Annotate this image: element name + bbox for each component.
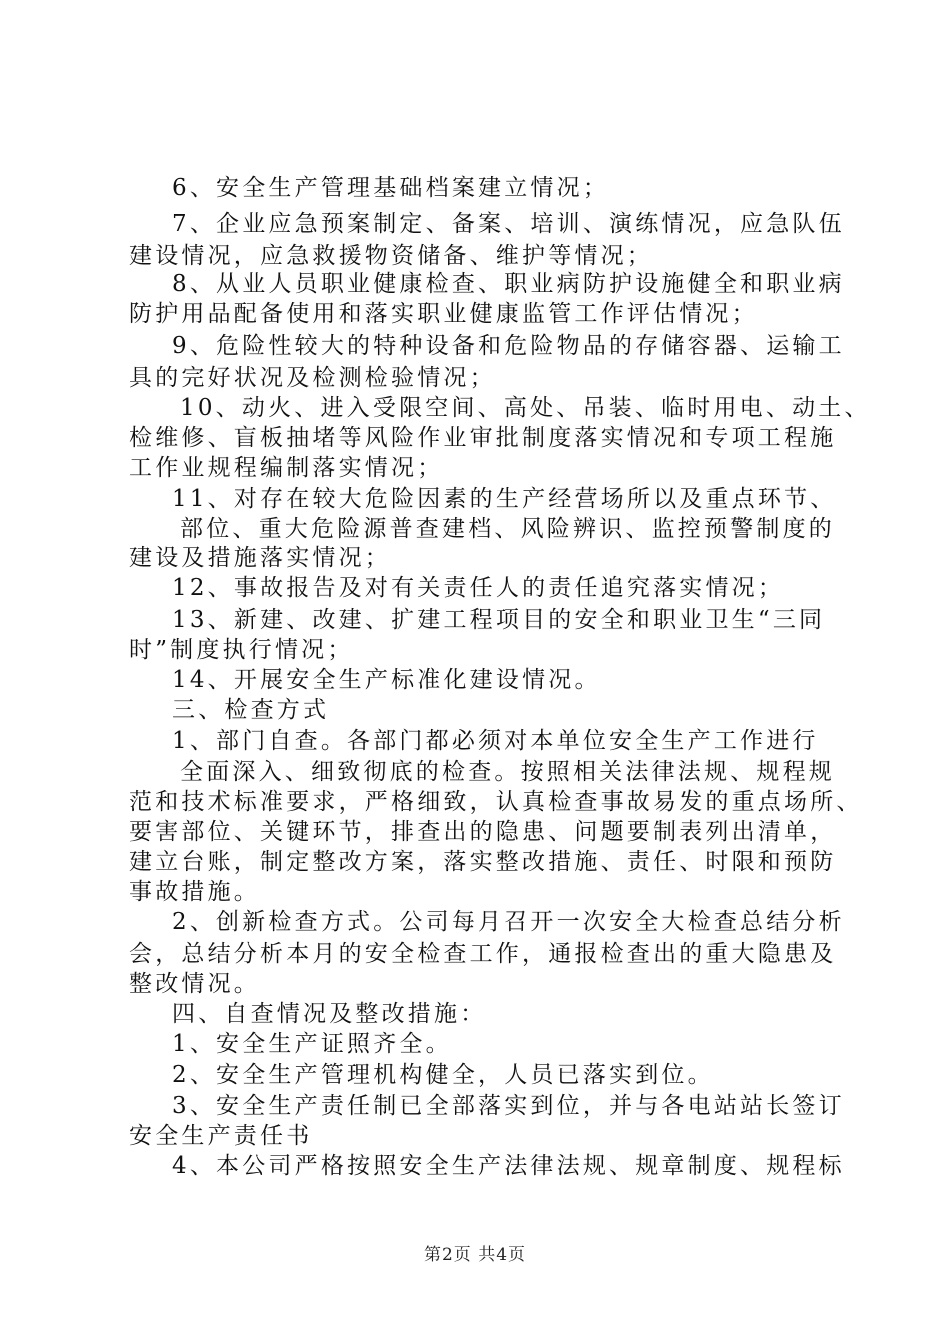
text-line: 1、部门自查。各部门都必须对本单位安全生产工作进行 (172, 728, 819, 754)
text-line: 3、安全生产责任制已全部落实到位，并与各电站站长签订 (172, 1093, 845, 1119)
text-line: 2、安全生产管理机构健全，人员已落实到位。 (172, 1062, 714, 1088)
text-line: 时”制度执行情况； (129, 637, 354, 663)
text-line: 部位、重大危险源普查建档、风险辨识、监控预警制度的 (180, 516, 835, 542)
text-line: 9、危险性较大的特种设备和危险物品的存储容器、运输工 (172, 333, 845, 359)
text-line: 建设及措施落实情况； (129, 545, 391, 571)
text-line: 12、事故报告及对有关责任人的责任追究落实情况； (172, 575, 785, 601)
text-line: 工作业规程编制落实情况； (129, 455, 444, 481)
text-line: 防护用品配备使用和落实职业健康监管工作评估情况； (129, 301, 758, 327)
text-line: 会，总结分析本月的安全检查工作，通报检查出的重大隐患及 (129, 941, 837, 967)
text-line: 安全生产责任书 (129, 1123, 313, 1149)
text-line: 四、自查情况及整改措施： (172, 1001, 487, 1027)
text-line: 范和技术标准要求，严格细致，认真检查事故易发的重点场所、 (129, 789, 863, 815)
text-line: 7、企业应急预案制定、备案、培训、演练情况，应急队伍 (172, 211, 845, 237)
text-line: 10、动火、进入受限空间、高处、吊装、临时用电、动土、 (180, 395, 871, 421)
text-line: 要害部位、关键环节，排查出的隐患、问题要制表列出清单， (129, 819, 837, 845)
text-line: 事故措施。 (129, 879, 260, 905)
text-line: 13、新建、改建、扩建工程项目的安全和职业卫生“三同 (172, 607, 826, 633)
text-line: 建立台账，制定整改方案，落实整改措施、责任、时限和预防 (129, 849, 837, 875)
text-line: 全面深入、细致彻底的检查。按照相关法律法规、规程规 (180, 759, 835, 785)
text-line: 检维修、盲板抽堵等风险作业审批制度落实情况和专项工程施 (129, 425, 837, 451)
text-line: 6、安全生产管理基础档案建立情况； (172, 175, 610, 201)
text-line: 整改情况。 (129, 971, 260, 997)
text-line: 4、本公司严格按照安全生产法律法规、规章制度、规程标 (172, 1153, 845, 1179)
text-line: 具的完好状况及检测检验情况； (129, 365, 496, 391)
text-line: 三、检查方式 (172, 697, 330, 723)
text-line: 8、从业人员职业健康检查、职业病防护设施健全和职业病 (172, 271, 845, 297)
text-line: 2、创新检查方式。公司每月召开一次安全大检查总结分析 (172, 909, 845, 935)
text-line: 11、对存在较大危险因素的生产经营场所以及重点环节、 (172, 486, 837, 512)
text-line: 14、开展安全生产标准化建设情况。 (172, 667, 601, 693)
page-number-footer: 第2页 共4页 (423, 1245, 527, 1265)
text-line: 建设情况，应急救援物资储备、维护等情况； (129, 243, 653, 269)
text-line: 1、安全生产证照齐全。 (172, 1031, 452, 1057)
